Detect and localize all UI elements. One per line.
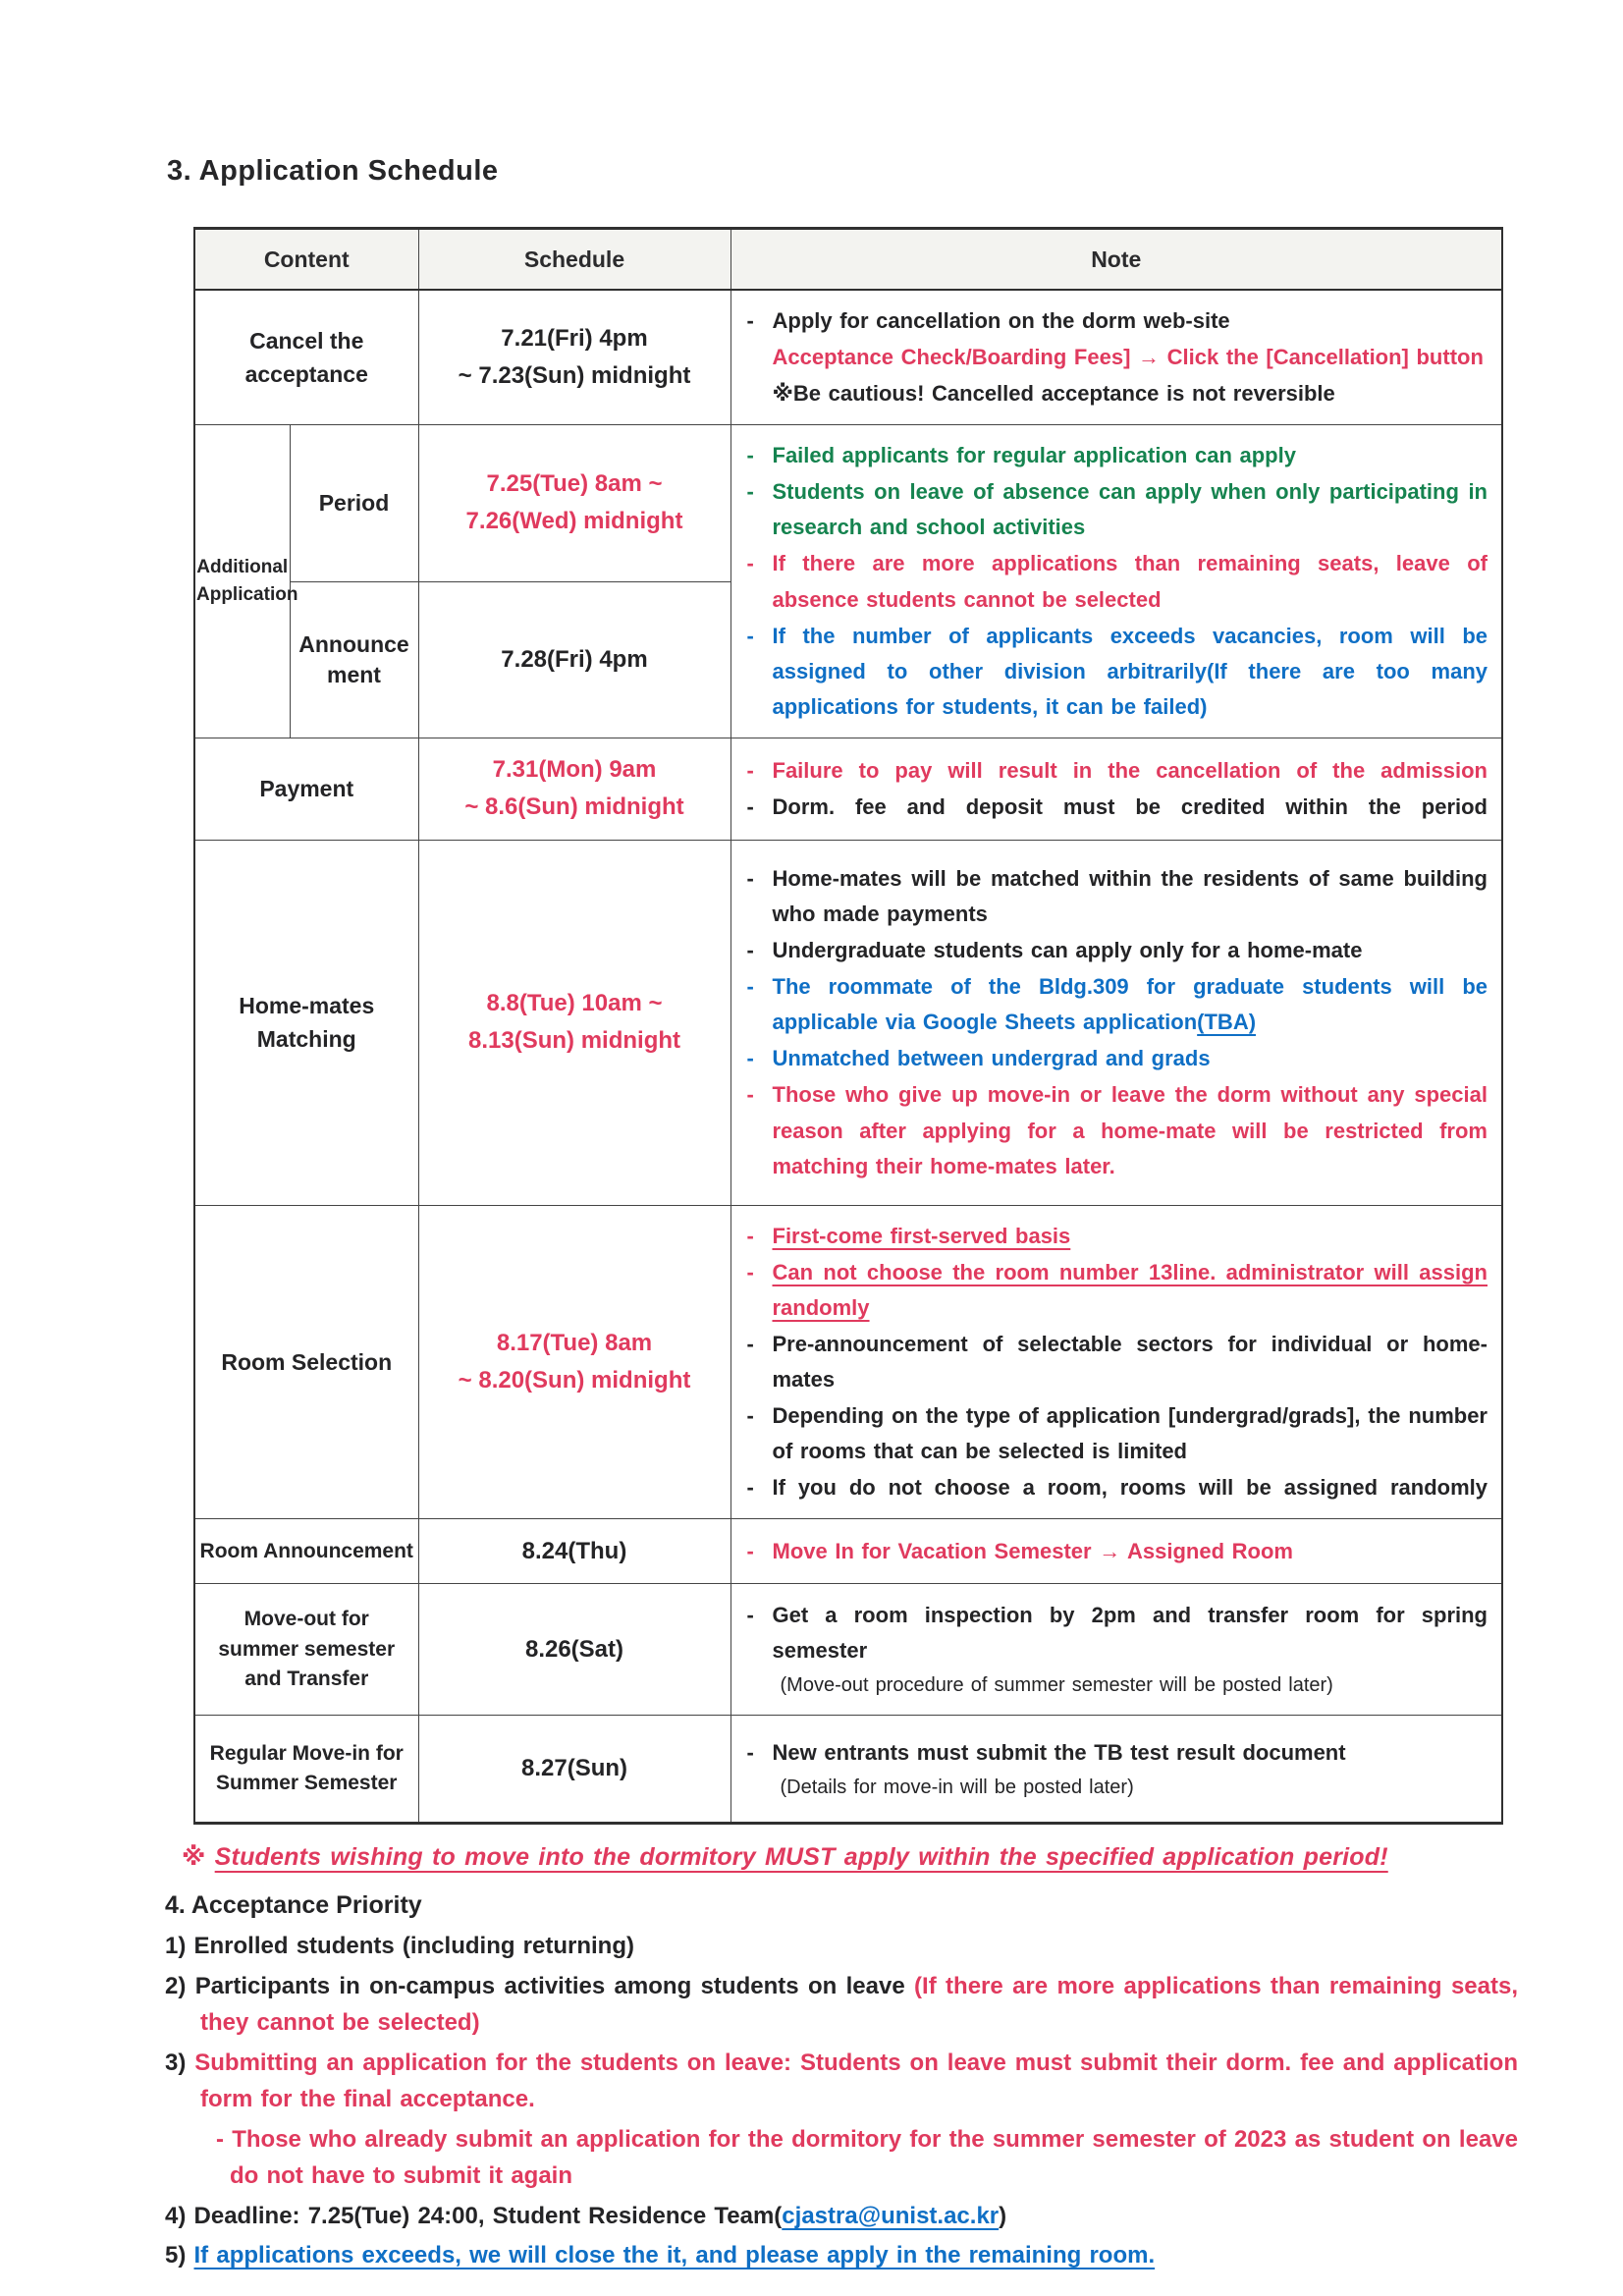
priority-text: 3)	[165, 2049, 195, 2076]
content-line: and Transfer	[244, 1667, 369, 1691]
content-line: Room Announcement	[199, 1540, 413, 1563]
note-item	[741, 790, 1488, 825]
note-dash: -	[746, 1538, 754, 1563]
sublabel-cell-period	[290, 425, 418, 581]
note-text: Undergraduate students can apply only for a home-mate	[772, 938, 1363, 963]
priority-text: 4) Deadline: 7.25(Tue) 24:00, Student Residence Team(	[165, 2202, 783, 2229]
priority-item	[165, 2237, 1518, 2273]
note-text: New entrants must submit the TB test result document	[772, 1739, 1346, 1765]
application-schedule-table	[193, 227, 1503, 1825]
row-regular-movein	[194, 1716, 1502, 1824]
schedule-line: ~ 8.20(Sun) midnight	[458, 1367, 691, 1394]
note-dash: -	[746, 1475, 754, 1501]
priority-section	[165, 1891, 1518, 2273]
note-dash: -	[746, 974, 754, 1000]
note-text: Unmatched between undergrad and grads	[772, 1046, 1211, 1071]
note-text: Students on leave of absence can apply when only participating in research and school activities	[772, 479, 1488, 540]
schedule-cell	[418, 1584, 730, 1716]
content-cell	[194, 738, 418, 840]
note-dash: -	[746, 938, 754, 963]
schedule-cell	[418, 840, 730, 1205]
priority-text: Submitting an application for the students on leave: Students on leave must submit their dorm. fee and application form for the final acceptance.	[194, 2049, 1518, 2113]
priority-item	[165, 1968, 1518, 2042]
note-text: First-come first-served basis	[772, 1223, 1071, 1248]
priority-items	[165, 1928, 1518, 2273]
note-text: Apply for cancellation on the dorm web-site	[772, 308, 1230, 333]
note-item	[741, 1534, 1488, 1569]
note-dash: -	[746, 1403, 754, 1429]
note-item	[741, 1735, 1488, 1771]
schedule-cell	[418, 1205, 730, 1519]
note-dash: -	[746, 1739, 754, 1765]
schedule-cell	[418, 425, 730, 581]
note-text: Pre-announcement of selectable sectors for individual or home-mates	[772, 1332, 1488, 1393]
note-item	[741, 474, 1488, 545]
column-header-schedule: Schedule	[418, 229, 730, 291]
schedule-line: 7.31(Mon) 9am	[492, 755, 657, 783]
column-header-note: Note	[730, 229, 1502, 291]
priority-text: (If there are more applications than remaining seats, they cannot be selected)	[200, 1972, 1518, 2037]
content-cell	[194, 1519, 418, 1584]
note-text: Dorm. fee and deposit must be credited within the period	[772, 793, 1488, 819]
priority-text: 5)	[165, 2241, 194, 2269]
note-item	[741, 1255, 1488, 1326]
schedule-line: 7.21(Fri) 4pm	[501, 324, 648, 352]
sublabel-line: ment	[327, 661, 381, 687]
schedule-line: 8.26(Sat)	[524, 1635, 624, 1663]
note-cell	[730, 1716, 1502, 1824]
note-text: Home-mates will be matched within the residents of same building who made payments	[772, 866, 1488, 927]
application-period-footnote	[182, 1842, 1505, 1872]
page-title: 3. Application Schedule	[167, 155, 499, 187]
note-text: ※Be cautious! Cancelled acceptance is not reversible	[772, 381, 1335, 407]
priority-item	[165, 2198, 1518, 2234]
note-text: Failure to pay will result in the cancellation of the admission	[772, 757, 1488, 783]
footnote-marker: ※	[182, 1843, 206, 1872]
note-dash: -	[746, 1223, 754, 1248]
schedule-line: 7.25(Tue) 8am ~	[486, 470, 663, 497]
row-cancel-acceptance	[194, 290, 1502, 425]
priority-text: 2) Participants in on-campus activities among students on leave	[165, 1972, 915, 1999]
note-cell	[730, 290, 1502, 425]
note-cell	[730, 1584, 1502, 1716]
priority-text: )	[999, 2202, 1007, 2229]
priority-text: If applications exceeds, we will close the it, and please apply in the remaining room.	[193, 2241, 1156, 2269]
table-header	[194, 229, 1502, 291]
note-text: Get a room inspection by 2pm and transfer room for spring semester	[772, 1603, 1488, 1664]
note-item	[741, 753, 1488, 789]
note-text: (Move-out procedure of summer semester will be posted later)	[780, 1674, 1333, 1697]
note-item	[741, 1398, 1488, 1469]
schedule-line: 7.26(Wed) midnight	[465, 508, 683, 535]
note-cell	[730, 425, 1502, 738]
note-item	[741, 861, 1488, 932]
note-dash: -	[746, 308, 754, 333]
content-cell	[194, 290, 418, 425]
schedule-line: 8.27(Sun)	[520, 1755, 628, 1782]
note-item	[741, 1669, 1488, 1702]
content-line: acceptance	[244, 361, 368, 388]
note-item	[741, 1772, 1488, 1804]
sublabel-line: Period	[318, 489, 390, 516]
note-dash: -	[746, 443, 754, 468]
note-text: Acceptance Check/Boarding Fees] → Click the [Cancellation] button	[772, 345, 1484, 370]
schedule-line: 7.28(Fri) 4pm	[501, 645, 648, 673]
note-text: Can not choose the room number 13line. administrator will assign randomly	[772, 1259, 1488, 1321]
note-text: If there are more applications than remaining seats, leave of absence students cannot be selected	[772, 551, 1488, 612]
row-additional-application-period	[194, 425, 1502, 581]
priority-section-title: 4. Acceptance Priority	[165, 1891, 422, 1920]
note-item	[741, 619, 1488, 725]
content-cell	[194, 1716, 418, 1824]
note-dash: -	[746, 1082, 754, 1108]
row-homemates-matching	[194, 840, 1502, 1205]
content-line: Room Selection	[221, 1348, 393, 1375]
schedule-cell	[418, 738, 730, 840]
schedule-line: ~ 8.6(Sun) midnight	[464, 793, 684, 821]
content-line: Move-out for	[243, 1608, 369, 1631]
content-line: Regular Move-in for	[209, 1742, 404, 1766]
schedule-line: 8.13(Sun) midnight	[468, 1027, 680, 1055]
schedule-cell	[418, 581, 730, 738]
content-line: Payment	[259, 776, 354, 802]
column-header-content: Content	[194, 229, 418, 291]
note-dash: -	[746, 1259, 754, 1285]
note-item	[741, 376, 1488, 411]
group-label-cell	[194, 425, 298, 738]
note-item	[741, 340, 1488, 375]
schedule-cell	[418, 1716, 730, 1824]
footnote-text: Students wishing to move into the dormitory MUST apply within the specified application period!	[214, 1843, 1388, 1872]
note-cell	[730, 840, 1502, 1205]
content-line: Matching	[256, 1026, 356, 1053]
note-text: If you do not choose a room, rooms will be assigned randomly	[772, 1475, 1488, 1501]
note-cell	[730, 1519, 1502, 1584]
schedule-line: ~ 7.23(Sun) midnight	[458, 362, 691, 390]
content-line: summer semester	[218, 1637, 396, 1661]
note-text: (TBA)	[1197, 1010, 1257, 1035]
schedule-line: 8.24(Thu)	[521, 1537, 627, 1564]
row-room-announcement	[194, 1519, 1502, 1584]
schedule-line: 8.17(Tue) 8am	[496, 1329, 653, 1356]
group-label-line: Additional	[196, 556, 289, 577]
note-text: Those who give up move-in or leave the dorm without any special reason after applying for a home-mate will be restricted from matching their home-mates later.	[772, 1082, 1488, 1178]
note-dash: -	[746, 1603, 754, 1627]
table-header-row	[194, 229, 1502, 291]
note-item	[741, 1327, 1488, 1397]
note-item	[741, 438, 1488, 473]
note-dash: -	[746, 866, 754, 891]
content-cell	[194, 1584, 418, 1716]
note-item	[741, 1077, 1488, 1183]
note-item	[741, 1470, 1488, 1505]
row-moveout-transfer	[194, 1584, 1502, 1716]
note-item	[741, 1041, 1488, 1076]
note-text: Move In for Vacation Semester → Assigned Room	[772, 1538, 1293, 1563]
schedule-cell	[418, 1519, 730, 1584]
table-body	[194, 290, 1502, 1824]
priority-item	[165, 2045, 1518, 2118]
note-dash: -	[746, 1332, 754, 1357]
note-dash: -	[746, 1046, 754, 1071]
content-line: Summer Semester	[216, 1772, 398, 1795]
note-cell	[730, 738, 1502, 840]
note-dash: -	[746, 479, 754, 505]
row-payment	[194, 738, 1502, 840]
note-text: (Details for move-in will be posted later)	[780, 1776, 1134, 1798]
note-text: The roommate of the Bldg.309 for graduate students will be applicable via Google Sheets application	[772, 974, 1488, 1035]
priority-item	[165, 2121, 1518, 2195]
note-text: Depending on the type of application [undergrad/grads], the number of rooms that can be selected is limited	[772, 1403, 1488, 1464]
sublabel-line: Announce	[298, 630, 409, 657]
note-text: Failed applicants for regular application can apply	[772, 443, 1296, 468]
schedule-cell	[418, 290, 730, 425]
note-item	[741, 933, 1488, 968]
note-item	[741, 546, 1488, 617]
content-line: Home-mates	[239, 992, 375, 1018]
email-link[interactable]: cjastra@unist.ac.kr	[782, 2202, 1000, 2229]
row-room-selection	[194, 1205, 1502, 1519]
note-cell	[730, 1205, 1502, 1519]
group-label-line: Application	[196, 584, 298, 606]
priority-text: - Those who already submit an application for the dormitory for the summer semester of 2023 as student on leave do not have to submit it again	[216, 2125, 1518, 2190]
note-dash: -	[746, 757, 754, 783]
note-dash: -	[746, 623, 754, 648]
note-item	[741, 1219, 1488, 1254]
note-item	[741, 969, 1488, 1040]
content-cell	[194, 840, 418, 1205]
priority-text: 1) Enrolled students (including returning)	[165, 1933, 634, 1960]
note-dash: -	[746, 551, 754, 576]
priority-item	[165, 1928, 1518, 1964]
note-item	[741, 1598, 1488, 1668]
note-dash: -	[746, 793, 754, 819]
note-item	[741, 303, 1488, 339]
sublabel-cell-announcement	[290, 581, 418, 738]
content-line: Cancel the	[249, 327, 364, 354]
schedule-line: 8.8(Tue) 10am ~	[486, 989, 663, 1016]
content-cell	[194, 1205, 418, 1519]
note-text: If the number of applicants exceeds vacancies, room will be assigned to other division arbitrarily(If there are too many applications for students, it can be failed)	[772, 623, 1488, 719]
